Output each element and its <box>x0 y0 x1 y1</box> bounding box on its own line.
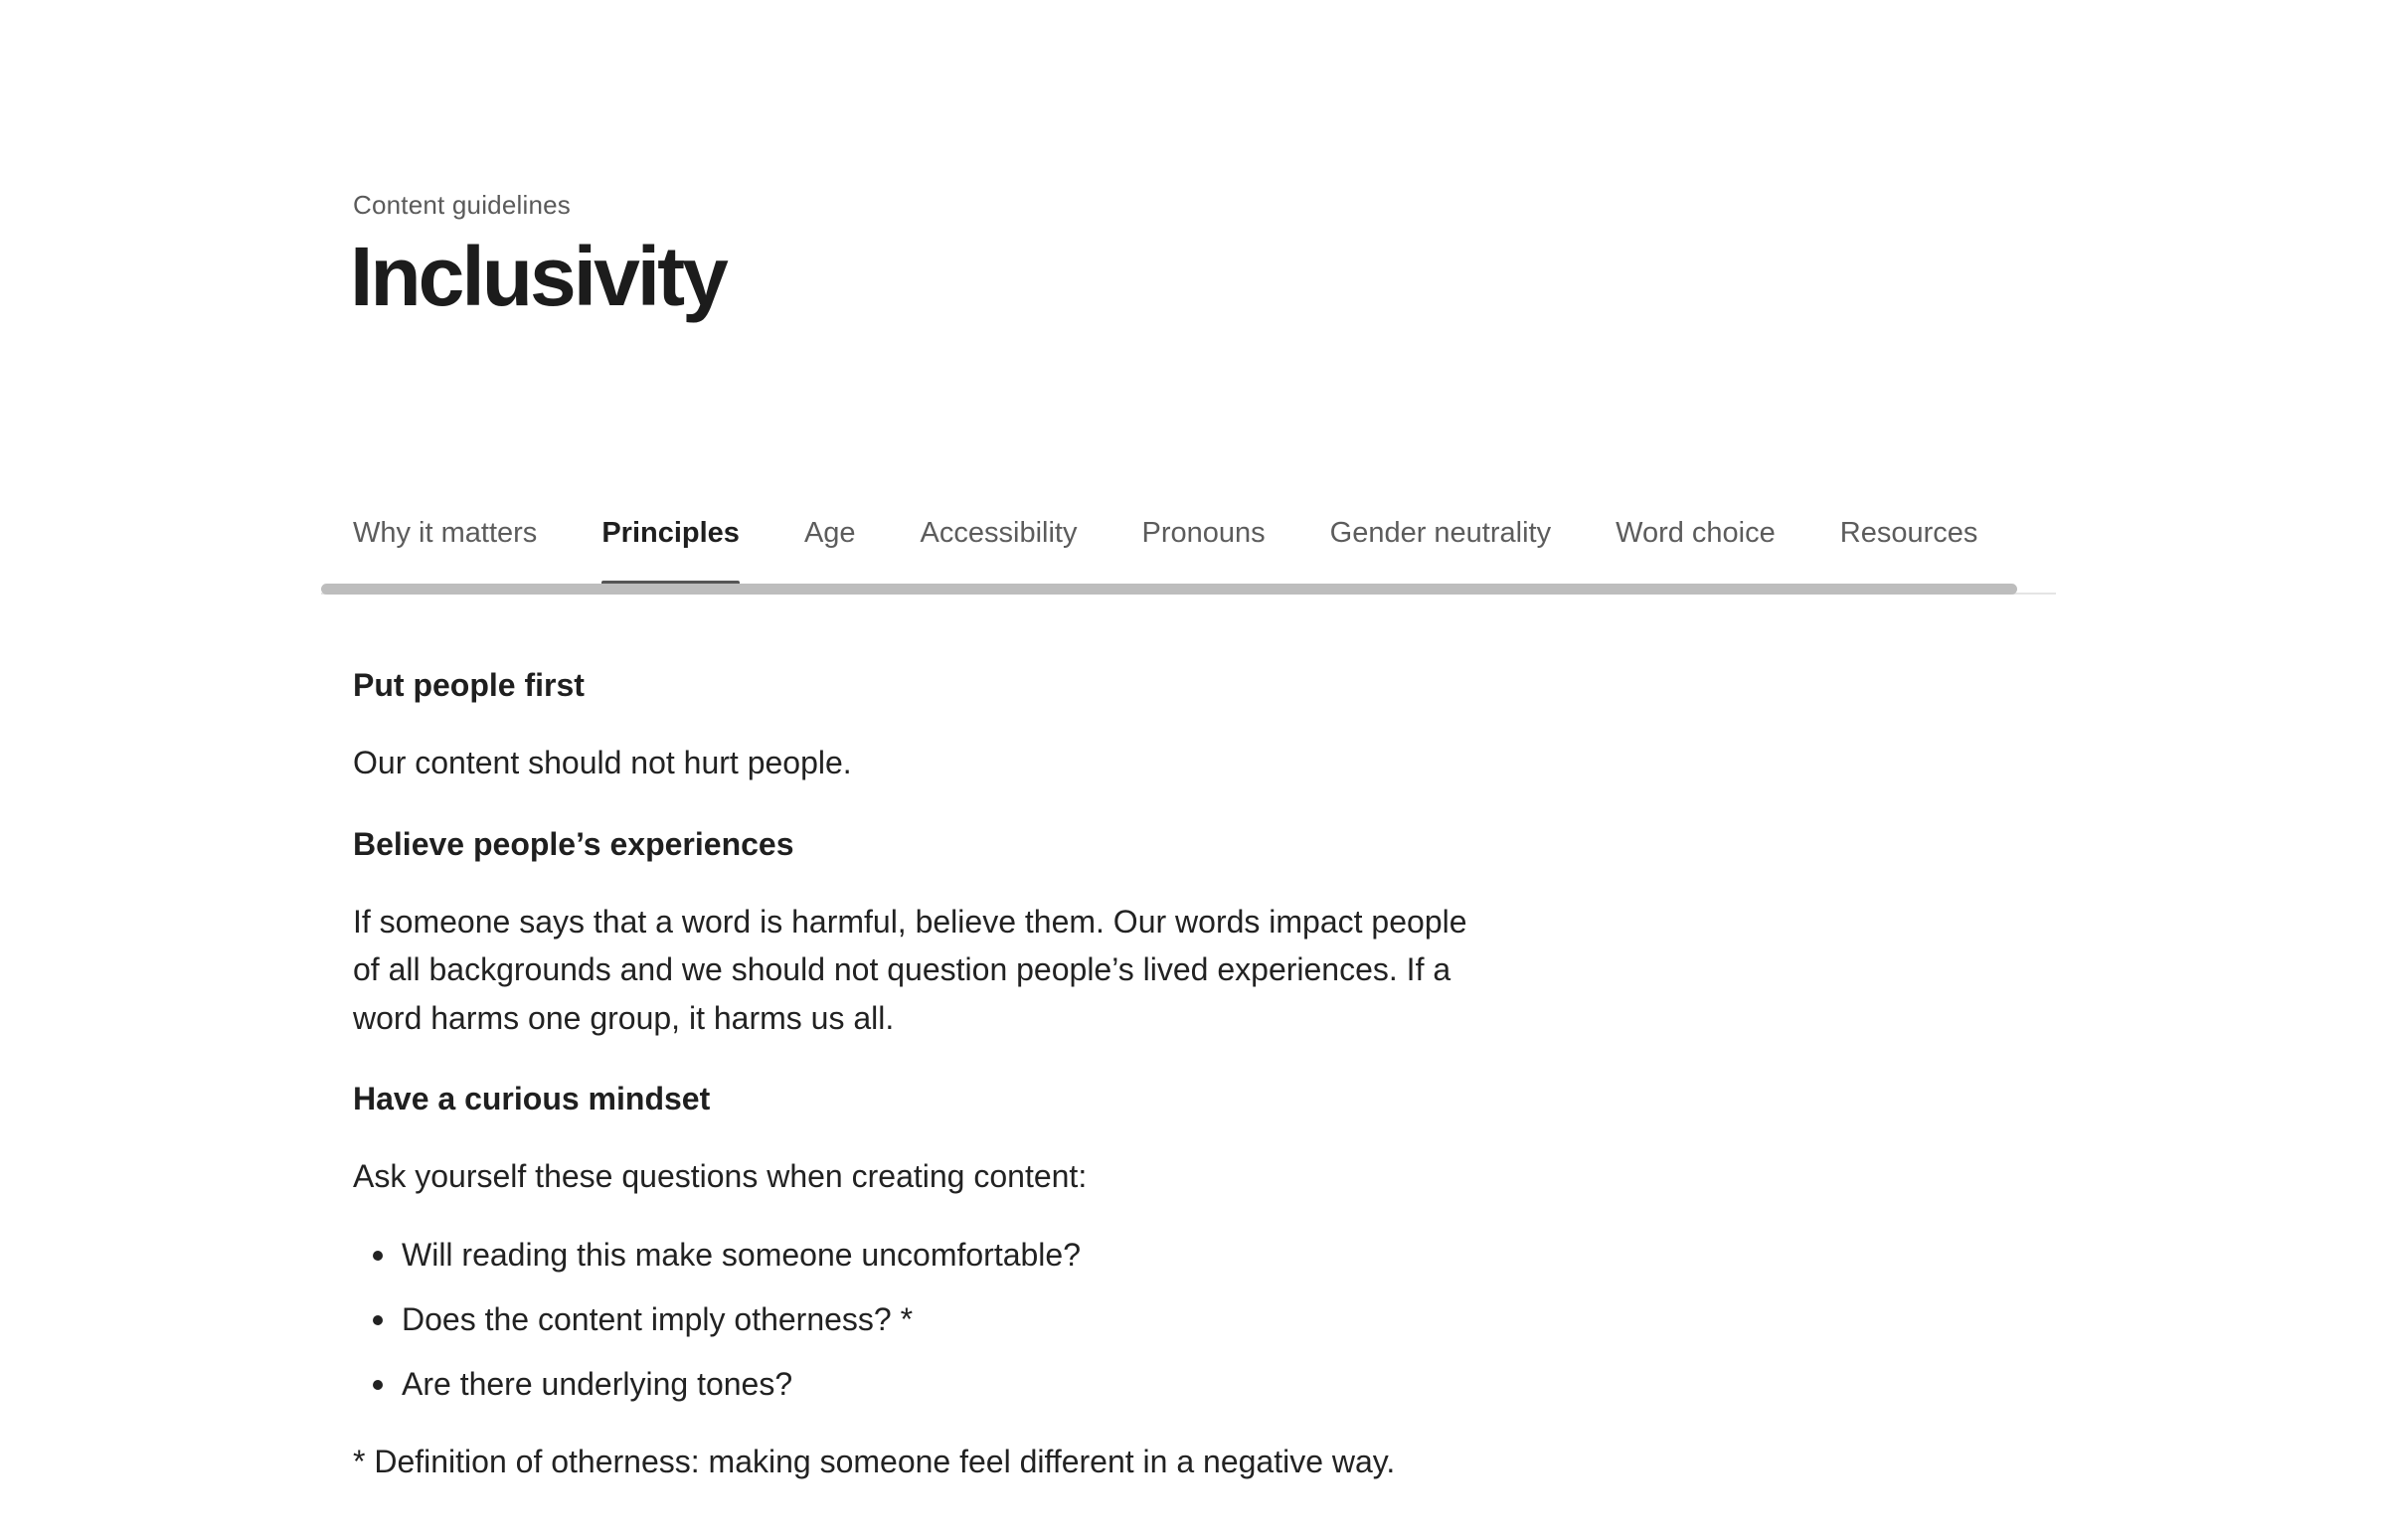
principles-content <box>353 658 1496 1515</box>
tab-age[interactable]: Age <box>803 517 856 549</box>
bullet-icon <box>373 1251 383 1261</box>
section-heading-put-people-first: Put people first <box>353 667 585 703</box>
footnote: * Definition of otherness: making someone feel different in a negative way. <box>353 1443 1396 1479</box>
tab-list <box>353 497 2042 585</box>
tab-principles[interactable]: Principles <box>601 497 740 569</box>
tab-pronouns[interactable]: Pronouns <box>1141 517 1266 549</box>
list-item <box>353 1360 1496 1408</box>
section-body-believe-experiences: If someone says that a word is harmful, believe them. Our words impact people of all backgrounds and we should not question people’s lived experiences. If a word harms one group, it harms us all. <box>353 903 1467 1036</box>
section-body-put-people-first: Our content should not hurt people. <box>353 745 852 780</box>
list-item-text: Will reading this make someone uncomfortable? <box>402 1236 1081 1273</box>
section-heading-curious-mindset: Have a curious mindset <box>353 1081 711 1116</box>
tab-bar <box>321 497 2056 595</box>
bullet-icon <box>373 1315 383 1325</box>
section-body-curious-mindset: Ask yourself these questions when creating content: <box>353 1158 1088 1194</box>
breadcrumb[interactable]: Content guidelines <box>353 190 571 220</box>
tab-accessibility[interactable]: Accessibility <box>920 517 1078 549</box>
bullet-icon <box>373 1380 383 1390</box>
list-item-text: Does the content imply otherness? * <box>402 1300 914 1337</box>
list-item <box>353 1231 1496 1279</box>
list-item <box>353 1295 1496 1343</box>
tab-gender-neutrality[interactable]: Gender neutrality <box>1329 517 1552 549</box>
tab-word-choice[interactable]: Word choice <box>1616 517 1776 549</box>
page-title: Inclusivity <box>350 230 726 323</box>
tab-resources[interactable]: Resources <box>1839 517 1978 549</box>
page-header <box>350 187 726 324</box>
section-heading-believe-experiences: Believe people’s experiences <box>353 825 794 862</box>
tab-scrollbar[interactable] <box>321 584 2017 595</box>
questions-list <box>353 1231 1496 1408</box>
list-item-text: Are there underlying tones? <box>402 1365 793 1402</box>
tab-why-it-matters[interactable]: Why it matters <box>353 517 538 549</box>
